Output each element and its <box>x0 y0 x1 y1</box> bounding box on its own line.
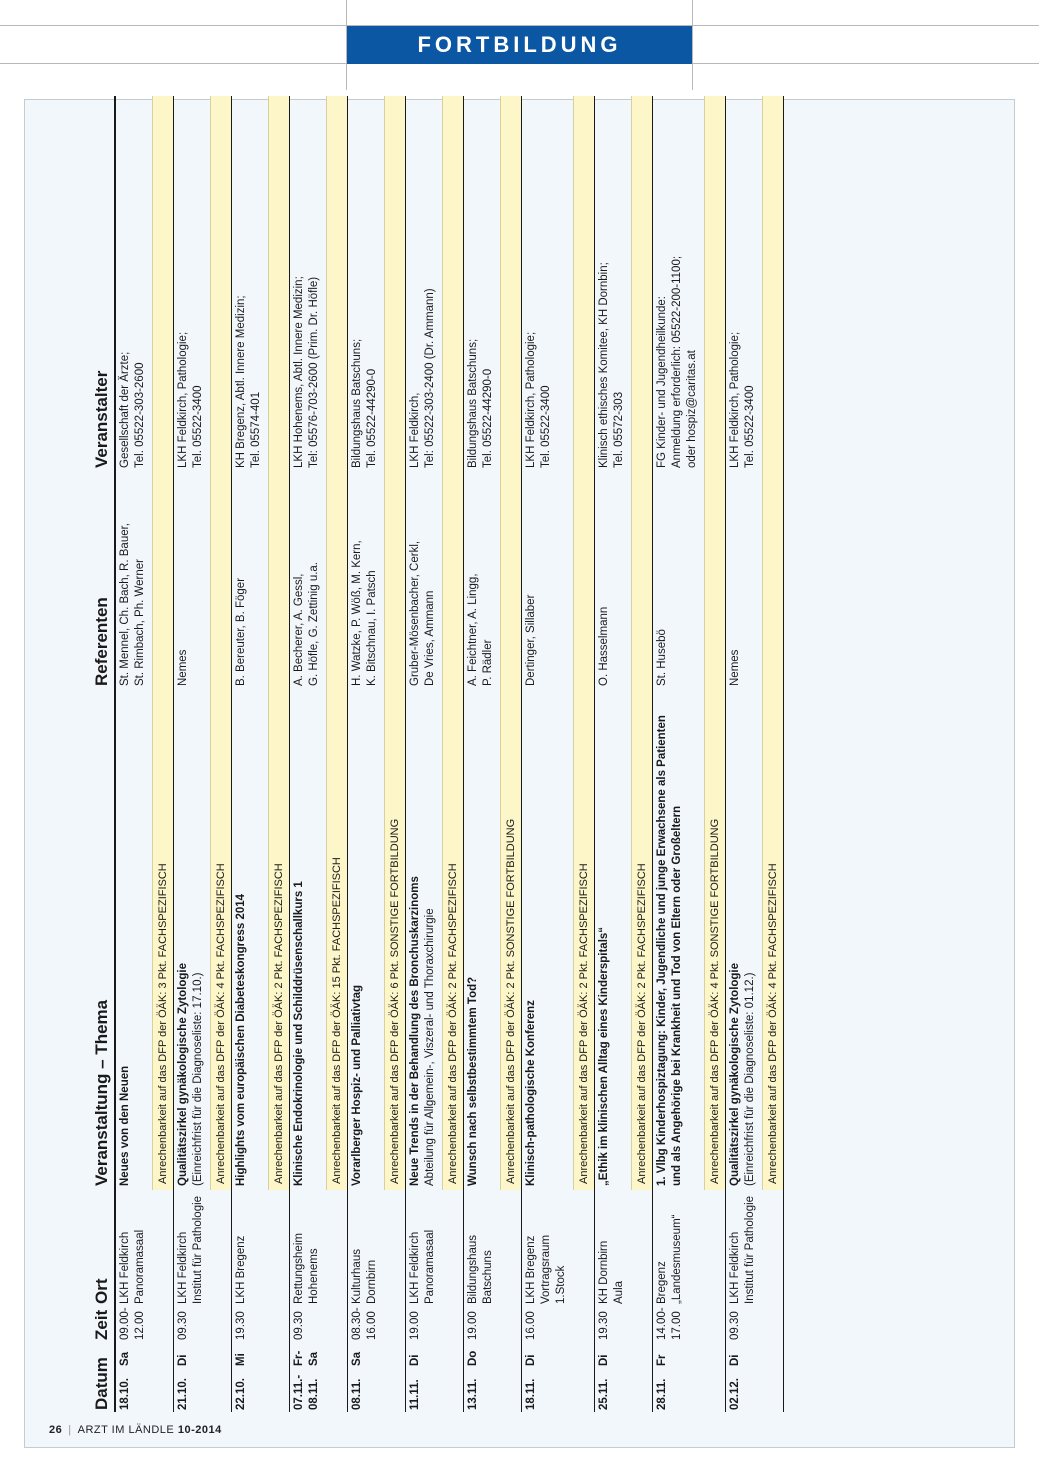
event-location: LKH Feldkirch Institut für Pathologie <box>729 1195 756 1304</box>
credit-row <box>704 96 725 1412</box>
table-row <box>116 96 174 1412</box>
event-topic-cell <box>595 690 631 1190</box>
credit-spacer <box>442 1190 463 1412</box>
dfp-credit: Anrechenbarkeit auf das DFP der ÖÄK: 2 Pkt. FACHSPEZIFISCH <box>268 96 289 1190</box>
event-topic-cell <box>348 690 384 1190</box>
event-date: 02.12. <box>729 1378 741 1410</box>
event-date: 22.10. <box>235 1378 247 1410</box>
event-speakers: A. Becherer, A. Gessl, G. Höfle, G. Zettinig u.a. <box>293 562 320 686</box>
event-topic: Klinische Endokrinologie und Schilddrüsenschallkurs 1 <box>293 881 305 1186</box>
event-location: Bregenz „Landesmuseum“ <box>656 1214 683 1304</box>
event-speakers: H. Watzke, P. Wöß, M. Kern, K. Bitschnau, I. Patsch <box>351 540 378 686</box>
event-topic-cell <box>653 690 704 1190</box>
table-row <box>653 96 726 1412</box>
table-row <box>290 96 348 1412</box>
event-weekday: Di <box>598 1354 610 1366</box>
header-veranstalter: Veranstalter <box>92 370 111 468</box>
event-time: 09.30 <box>177 1311 189 1340</box>
event-speakers: Gruber-Mösenbacher, Cerkl, De Vries, Ammann <box>409 540 436 686</box>
event-organizer: LKH Feldkirch, Pathologie; Tel. 05522-3400 <box>729 331 756 468</box>
page-number: 26 <box>49 1424 63 1436</box>
dfp-credit: Anrechenbarkeit auf das DFP der ÖÄK: 2 Pkt. SONSTIGE FORTBILDUNG <box>500 96 521 1190</box>
event-main-row <box>116 96 152 1412</box>
event-time: 19.00 <box>409 1311 421 1340</box>
event-topic: Highlights vom europäischen Diabeteskongress 2014 <box>235 893 247 1186</box>
event-time: 19.30 <box>235 1311 247 1340</box>
event-location: KH Dornbirn Aula <box>598 1240 625 1304</box>
event-time: 08.30- 16.00 <box>351 1307 378 1340</box>
table-row <box>464 96 522 1412</box>
dfp-credit: Anrechenbarkeit auf das DFP der ÖÄK: 4 Pkt. FACHSPEZIFISCH <box>210 96 231 1190</box>
event-date: 18.10. <box>119 1378 131 1410</box>
top-divider-right <box>692 0 693 90</box>
event-location: Rettungsheim Hohenems <box>293 1233 320 1304</box>
event-main-row <box>290 96 326 1412</box>
event-speakers: Nemes <box>177 649 189 686</box>
event-date: 28.11. <box>656 1378 668 1410</box>
event-weekday: Sa <box>119 1351 131 1366</box>
event-speakers: A. Feichtner, A. Lingg, P. Rädler <box>467 573 494 686</box>
issue-number: 10-2014 <box>177 1424 222 1436</box>
credit-spacer <box>152 1190 173 1412</box>
credit-row <box>210 96 231 1412</box>
credit-spacer <box>762 1190 783 1412</box>
event-speakers: Nemes <box>729 649 741 686</box>
page-footer <box>49 1424 222 1436</box>
footer-separator: | <box>68 1424 72 1436</box>
event-speakers: St. Husebö <box>656 629 668 686</box>
event-date: 11.11. <box>409 1379 421 1410</box>
event-topic: Neues von den Neuen <box>119 1065 131 1186</box>
event-topic: „Ethik im klinischen Alltag eines Kinderspitals“ <box>598 926 610 1186</box>
event-topic-cell <box>464 690 500 1190</box>
header-ort: Ort <box>92 1278 111 1304</box>
credit-row <box>500 96 521 1412</box>
table-row <box>595 96 653 1412</box>
event-date: 25.11. <box>598 1378 610 1410</box>
event-speakers: B. Bereuter, B. Föger <box>235 577 247 686</box>
event-weekday: Di <box>177 1354 189 1366</box>
event-main-row <box>232 96 268 1412</box>
event-topic: Neue Trends in der Behandlung des Bronchuskarzinoms <box>409 876 421 1186</box>
event-location: LKH Feldkirch Institut für Pathologie <box>177 1195 204 1304</box>
event-topic-note: Abteilung für Allgemein-, Viszeral- und Thoraxchirurgie <box>424 908 436 1186</box>
dfp-credit: Anrechenbarkeit auf das DFP der ÖÄK: 2 Pkt. FACHSPEZIFISCH <box>442 96 463 1190</box>
header-referenten: Referenten <box>92 597 111 686</box>
event-date: 21.10. <box>177 1378 189 1410</box>
event-topic-cell <box>406 690 442 1190</box>
event-topic: Wunsch nach selbstbestimmtem Tod? <box>467 976 479 1186</box>
event-topic: Klinisch-pathologische Konferenz <box>525 1000 537 1186</box>
event-topic-cell <box>174 690 210 1190</box>
event-main-row <box>406 96 442 1412</box>
event-weekday: Di <box>409 1354 421 1366</box>
event-table <box>80 96 784 1412</box>
credit-spacer <box>326 1190 347 1412</box>
event-speakers: Dertinger, Sillaber <box>525 594 537 686</box>
event-weekday: Do <box>467 1350 479 1366</box>
credit-row <box>326 96 347 1412</box>
event-organizer: Bildungshaus Batschuns; Tel. 05522-44290-0 <box>351 338 378 468</box>
event-location: LKH Bregenz <box>235 1235 247 1304</box>
table-row <box>232 96 290 1412</box>
event-topic: Vorarlberger Hospiz- und Palliativtag <box>351 984 363 1186</box>
section-banner <box>347 26 692 64</box>
event-time: 09.00- 12.00 <box>119 1307 146 1340</box>
event-topic-note: (Einreichfrist für die Diagnoseliste: 01.12.) <box>744 972 756 1186</box>
event-speakers: O. Hasselmann <box>598 606 610 686</box>
event-weekday: Di <box>729 1354 741 1366</box>
dfp-credit: Anrechenbarkeit auf das DFP der ÖÄK: 15 Pkt. FACHSPEZIFISCH <box>326 96 347 1190</box>
table-header <box>80 96 116 1412</box>
event-time: 09.30 <box>729 1311 741 1340</box>
event-organizer: LKH Feldkirch, Pathologie; Tel. 05522-3400 <box>177 331 204 468</box>
credit-row <box>631 96 652 1412</box>
credit-spacer <box>500 1190 521 1412</box>
event-main-row <box>522 96 573 1412</box>
event-topic: Qualitätszirkel gynäkologische Zytologie <box>177 962 189 1186</box>
dfp-credit: Anrechenbarkeit auf das DFP der ÖÄK: 2 Pkt. FACHSPEZIFISCH <box>631 96 652 1190</box>
event-location: LKH Bregenz Vortragsraum 1.Stock <box>525 1234 567 1304</box>
table-row <box>406 96 464 1412</box>
event-organizer: LKH Feldkirch, Pathologie; Tel. 05522-3400 <box>525 331 552 468</box>
event-organizer: FG Kinder- und Jugendheilkunde: Anmeldung erforderlich: 05522-200-1100; oder hospiz@caritas.at <box>656 255 698 468</box>
credit-spacer <box>210 1190 231 1412</box>
event-weekday: Mi <box>235 1353 247 1366</box>
event-main-row <box>595 96 631 1412</box>
credit-spacer <box>384 1190 405 1412</box>
dfp-credit: Anrechenbarkeit auf das DFP der ÖÄK: 4 Pkt. FACHSPEZIFISCH <box>762 96 783 1190</box>
dfp-credit: Anrechenbarkeit auf das DFP der ÖÄK: 6 Pkt. SONSTIGE FORTBILDUNG <box>384 96 405 1190</box>
event-organizer: Klinisch ethisches Komitee, KH Dornbin; Tel. 05572-303 <box>598 262 625 468</box>
event-topic-cell <box>116 690 152 1190</box>
event-weekday: Sa <box>351 1351 363 1366</box>
event-time: 16.00 <box>525 1311 537 1340</box>
event-weekday: Fr- Sa <box>293 1350 320 1366</box>
event-topic-note: (Einreichfrist für die Diagnoseliste: 17.10.) <box>192 972 204 1186</box>
event-organizer: LKH Feldkirch, Tel: 05522-303-2400 (Dr. Ammann) <box>409 288 436 468</box>
header-thema: Veranstaltung – Thema <box>92 999 111 1186</box>
event-topic: 1. Vlbg Kinderhospiztagung: Kinder, Jugendliche und junge Erwachsene als Patienten und als Angehörige bei Krankheit und Tod von Eltern oder Großeltern <box>656 715 683 1186</box>
event-location: Bildungshaus Batschuns <box>467 1234 494 1304</box>
magazine-name: ARZT IM LÄNDLE <box>77 1424 175 1436</box>
event-organizer: Gesellschaft der Ärzte; Tel. 05522-303-2600 <box>119 351 146 468</box>
credit-row <box>152 96 173 1412</box>
table-row <box>522 96 595 1412</box>
event-weekday: Fr <box>656 1354 668 1366</box>
event-date: 07.11.- 08.11. <box>293 1374 320 1410</box>
event-location: LKH Feldkirch Panoramasaal <box>409 1229 436 1304</box>
credit-spacer <box>631 1190 652 1412</box>
event-main-row <box>174 96 210 1412</box>
event-topic-cell <box>522 690 573 1190</box>
table-row <box>726 96 784 1412</box>
event-location: Kulturhaus Dornbirn <box>351 1249 378 1304</box>
credit-spacer <box>268 1190 289 1412</box>
dfp-credit: Anrechenbarkeit auf das DFP der ÖÄK: 2 Pkt. FACHSPEZIFISCH <box>573 96 594 1190</box>
event-time: 09.30 <box>293 1311 305 1340</box>
event-speakers: St. Mennel, Ch. Bach, R. Bauer, St. Rimbach, Ph. Werner <box>119 523 146 686</box>
credit-row <box>442 96 463 1412</box>
event-topic-cell <box>290 690 326 1190</box>
rotated-table-wrapper <box>80 96 968 1412</box>
event-date: 08.11. <box>351 1378 363 1410</box>
dfp-credit: Anrechenbarkeit auf das DFP der ÖÄK: 4 Pkt. SONSTIGE FORTBILDUNG <box>704 96 725 1190</box>
event-main-row <box>653 96 704 1412</box>
credit-spacer <box>704 1190 725 1412</box>
event-time: 14.00- 17.00 <box>656 1307 683 1340</box>
event-topic-cell <box>726 690 762 1190</box>
event-main-row <box>464 96 500 1412</box>
credit-row <box>762 96 783 1412</box>
table-row <box>174 96 232 1412</box>
event-topic-cell <box>232 690 268 1190</box>
event-organizer: Bildungshaus Batschuns; Tel. 05522-44290-0 <box>467 338 494 468</box>
event-date: 18.11. <box>525 1378 537 1410</box>
header-zeit: Zeit <box>92 1309 111 1340</box>
dfp-credit: Anrechenbarkeit auf das DFP der ÖÄK: 3 Pkt. FACHSPEZIFISCH <box>152 96 173 1190</box>
event-main-row <box>726 96 762 1412</box>
credit-row <box>573 96 594 1412</box>
section-title: FORTBILDUNG <box>417 32 622 57</box>
table-row <box>348 96 406 1412</box>
event-weekday: Di <box>525 1354 537 1366</box>
event-organizer: KH Bregenz, Abtl. Innere Medizin; Tel. 05574-401 <box>235 295 262 468</box>
event-organizer: LKH Hohenems, Abtl. Innere Medizin; Tel: 05576-703-2600 (Prim. Dr. Höfle) <box>293 276 320 468</box>
event-time: 19.00 <box>467 1311 479 1340</box>
event-main-row <box>348 96 384 1412</box>
credit-row <box>268 96 289 1412</box>
event-topic: Qualitätszirkel gynäkologische Zytologie <box>729 962 741 1186</box>
credit-spacer <box>573 1190 594 1412</box>
event-location: LKH Feldkirch Panoramasaal <box>119 1229 146 1304</box>
credit-row <box>384 96 405 1412</box>
header-datum: Datum <box>92 1357 111 1410</box>
table-body <box>116 96 784 1412</box>
event-time: 19.30 <box>598 1311 610 1340</box>
event-date: 13.11. <box>467 1378 479 1410</box>
